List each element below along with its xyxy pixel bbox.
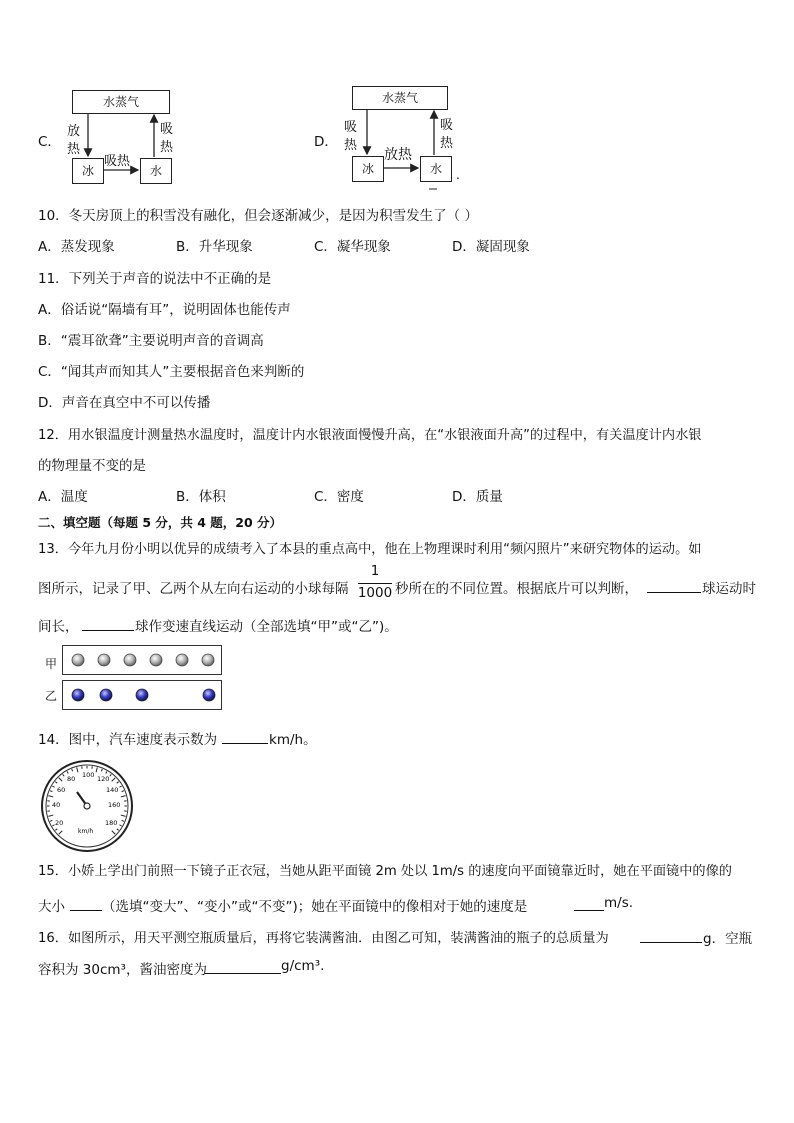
- tick-140: 140: [106, 786, 119, 794]
- q13-line3-a: 间长，: [38, 619, 79, 635]
- strobe-row-yi: [62, 680, 222, 710]
- vapor-box: 水蒸气: [352, 86, 448, 110]
- ball: [150, 654, 162, 666]
- q13-blank-1[interactable]: [647, 578, 701, 593]
- tick-60: 60: [57, 786, 66, 794]
- q13-line2-a: 图所示，记录了甲、乙两个从左向右运动的小球每隔: [38, 581, 349, 597]
- ball: [176, 654, 188, 666]
- q16-blank-2[interactable]: [205, 959, 281, 974]
- tick-160: 160: [108, 801, 121, 809]
- ball: [136, 689, 148, 701]
- ball: [202, 654, 214, 666]
- ball: [72, 689, 84, 701]
- q9-option-c-diagram: [62, 88, 182, 188]
- q12-option-d: D．质量: [452, 489, 503, 505]
- tick-80: 80: [67, 775, 76, 783]
- mid-label: 吸热: [104, 154, 131, 169]
- q9-option-d-letter: D．: [314, 134, 338, 150]
- water-box: 水: [420, 156, 452, 182]
- jia-balls: [63, 646, 221, 674]
- q13-line3-b: 球作变速直线运动（全部选填“甲”或“乙”)。: [135, 619, 398, 635]
- q15-blank-2[interactable]: [574, 896, 604, 911]
- q9-option-c-letter: C．: [38, 134, 61, 150]
- speedometer-dial: [40, 759, 134, 853]
- vapor-box: 水蒸气: [72, 90, 170, 114]
- q16-line1-b: g．空瓶: [703, 931, 753, 947]
- q9-option-d-diagram: [340, 84, 470, 194]
- row-label-yi: 乙: [45, 689, 58, 703]
- q16-line2-b: g/cm³.: [281, 958, 325, 974]
- q14-blank[interactable]: [222, 729, 268, 744]
- q14-text-a: 14．图中，汽车速度表示数为: [38, 732, 218, 748]
- water-box: 水: [140, 158, 172, 184]
- right-label-2: 热: [440, 136, 454, 151]
- q13-blank-2[interactable]: [82, 616, 134, 631]
- q12-stem-line2: 的物理量不变的是: [38, 458, 146, 474]
- gauge-unit: km/h: [78, 828, 94, 835]
- left-label-2: 热: [67, 142, 81, 157]
- q11-option-c: C．“闻其声而知其人”主要根据音色来判断的: [38, 364, 305, 380]
- q15-blank-1[interactable]: [70, 896, 102, 911]
- fraction-denominator: 1000: [357, 585, 393, 601]
- fraction-numerator: 1: [370, 563, 380, 579]
- yi-balls: [63, 681, 221, 709]
- q13-line2-c: 球运动时: [702, 581, 756, 597]
- mid-label: 放热: [384, 147, 412, 163]
- fraction-bar: [358, 583, 392, 584]
- left-label-2: 热: [344, 138, 358, 153]
- section-heading: 二、填空题（每题 5 分，共 4 题，20 分）: [38, 515, 283, 530]
- ice-box: 冰: [352, 156, 384, 182]
- tick-40: 40: [52, 801, 61, 809]
- right-label-2: 热: [160, 140, 174, 155]
- q13-line1: 13．今年九月份小明以优异的成绩考入了本县的重点高中，他在上物理课时利用“频闪照片”来研究物体的运动。如: [38, 542, 702, 557]
- q13-line2-b: 秒所在的不同位置。根据底片可以判断，: [395, 581, 638, 597]
- left-label-1: 吸: [344, 120, 358, 135]
- q11-option-d: D．声音在真空中不可以传播: [38, 395, 211, 411]
- q10-option-b: B．升华现象: [176, 239, 253, 255]
- tick-20: 20: [55, 819, 64, 827]
- q12-option-c: C．密度: [314, 489, 364, 505]
- needle-hub: [84, 803, 90, 809]
- ball: [98, 654, 110, 666]
- q16-blank-1[interactable]: [640, 928, 702, 943]
- left-label-1: 放: [67, 124, 81, 139]
- q10-option-d: D．凝固现象: [452, 239, 530, 255]
- tick-180: 180: [105, 819, 118, 827]
- q11-stem: 11．下列关于声音的说法中不正确的是: [38, 271, 272, 287]
- q11-option-a: A．俗话说“隔墙有耳”，说明固体也能传声: [38, 302, 291, 318]
- q10-stem: 10．冬天房顶上的积雪没有融化，但会逐渐减少，是因为积雪发生了（ ）: [38, 208, 478, 224]
- q11-option-b: B．“震耳欲聋”主要说明声音的音调高: [38, 333, 264, 349]
- tick-120: 120: [97, 775, 110, 783]
- ball: [100, 689, 112, 701]
- strobe-row-jia: [62, 645, 222, 675]
- tick-100: 100: [82, 771, 95, 779]
- q15-line1: 15．小娇上学出门前照一下镜子正衣冠，当她从距平面镜 2m 处以 1m/s 的速度向平面镜靠近时，她在平面镜中的像的: [38, 864, 732, 879]
- ball: [72, 654, 84, 666]
- ice-box: 冰: [72, 158, 104, 184]
- q15-line2-b: （选填“变大”、“变小”或“不变”)；她在平面镜中的像相对于她的速度是: [102, 899, 528, 915]
- q13-fraction: [356, 563, 394, 605]
- q10-option-a: A．蒸发现象: [38, 239, 115, 255]
- right-label-1: 吸: [160, 122, 174, 137]
- q12-option-b: B．体积: [176, 489, 226, 505]
- q15-line2-c: m/s.: [604, 895, 634, 911]
- speedometer: [40, 759, 134, 853]
- q16-line2-a: 容积为 30cm³，酱油密度为: [38, 962, 207, 978]
- q12-stem-line1: 12．用水银温度计测量热水温度时，温度计内水银液面慢慢升高，在“水银液面升高”的过程中，有关温度计内水银: [38, 428, 702, 443]
- q16-line1-a: 16．如图所示，用天平测空瓶质量后，再将它装满酱油．由图乙可知，装满酱油的瓶子的总质量为: [38, 931, 609, 946]
- ball: [124, 654, 136, 666]
- q14-text-b: km/h。: [269, 732, 317, 748]
- q10-option-c: C．凝华现象: [314, 239, 391, 255]
- right-label-1: 吸: [440, 118, 454, 133]
- row-label-jia: 甲: [45, 657, 58, 671]
- trailing-dot: .: [456, 168, 460, 182]
- q12-option-a: A．温度: [38, 489, 88, 505]
- ball: [203, 689, 215, 701]
- q15-line2-a: 大小: [38, 899, 65, 915]
